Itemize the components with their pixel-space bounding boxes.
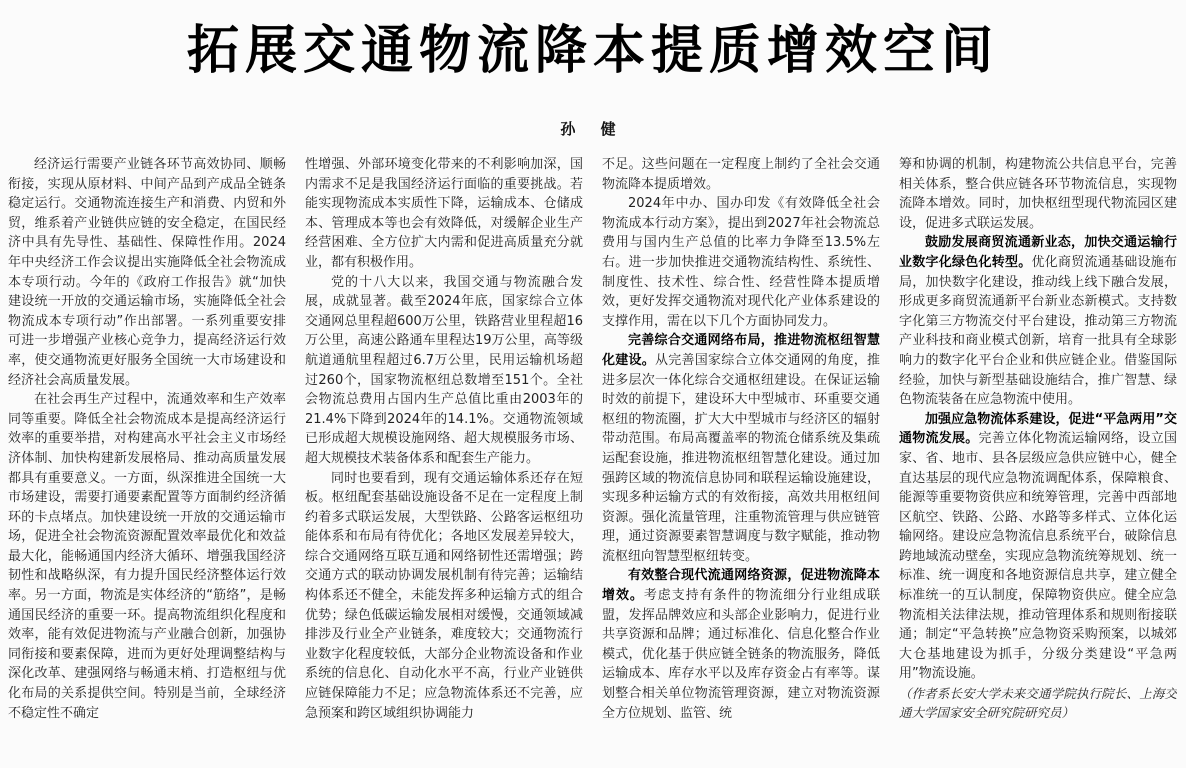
- section-lead: 加强应急物流体系建设，促进“平急两用”交通物流发展。: [899, 411, 1177, 447]
- paragraph-text: 优化商贸流通基础设施布局，加快数字化建设，推动线上线下融合发展，形成更多商贸流通新平台新业态新模式。支持数字化第三方物流交付平台建设，推动第三方物流产业科技和商业模式创新，培育一批具有全球影响力的数字化平台企业和供应链企业。借鉴国际经验，加快与新型基础设施结合，推广智慧、绿色物流装备在应急物流中使用。: [899, 254, 1177, 408]
- paragraph: [602, 566, 880, 723]
- paragraph-text: 在社会再生产过程中，流通效率和生产效率同等重要。降低全社会物流成本是提高经济运行效率的重要举措，对构建高水平社会主义市场经济体制、加快构建新发展格局、推动高质量发展都具有重要意义。一方面，纵深推进全国统一大市场建设，需要打通要素配置等方面制约经济循环的卡点堵点。加快建设统一开放的交通运输市场，促进全社会物流资源配置效率最优化和效益最大化，能畅通国内经济大循环、增强我国经济韧性和战略纵深，有力提升国民经济整体运行效率。另一方面，物流是实体经济的“筋络”，是畅通国民经济的重要一环。提高物流组织化程度和效率，能有效促进物流与产业融合创新，加强协同衔接和要素保障，进而为更好处理调整结构与深化改革、建强网络与畅通末梢、打造枢纽与优化布局的关系提供空间。特别是当前，全球经济不稳定性不确定: [8, 392, 286, 721]
- paragraph-continued: [899, 155, 1177, 233]
- section-lead: 有效整合现代流通网络资源，促进物流降本增效。: [602, 568, 880, 604]
- article-author: 孙 健: [560, 120, 626, 138]
- paragraph: [899, 233, 1177, 409]
- paragraph-text: 性增强、外部环境变化带来的不利影响加深，国内需求不足是我国经济运行面临的重要挑战。若能实现物流成本实质性下降，运输成本、仓储成本、管理成本等也会有效降低，对缓解企业生产经营困难、全方位扩大内需和促进高质量充分就业，都有积极作用。: [305, 157, 583, 270]
- paragraph-continued: [305, 155, 583, 273]
- paragraph-text: 考虑支持有条件的物流细分行业组成联盟，发挥品牌效应和头部企业影响力，促进行业共享资源和品牌；通过标准化、信息化整合作业模式，优化基于供应链全链条的物流服务，降低运输成本、库存水平以及库存资金占有率等。谋划整合相关单位物流管理资源，建立对物流资源全方位规划、监管、统: [602, 588, 880, 721]
- paragraph-text: 完善立体化物流运输网络，设立国家、省、地市、县各层级应急供应链中心，健全直达基层的现代应急物流调配体系，保障粮食、能源等重要物资供应和统筹管理，完善中西部地区航空、铁路、公路、水路等多样式、立体化运输网络。建设应急物流信息系统平台，破除信息跨地域流动壁垒，实现应急物流统筹规划、统一标准、统一调度和各地资源信息共享，建立健全标准统一的互认制度，保障物资供应。健全应急物流相关法律法规，推动管理体系和规则衔接联通；制定“平急转换”应急物资采购预案，以城郊大仓基地建设为抓手，分级分类建设“平急两用”物流设施。: [899, 431, 1177, 682]
- paragraph: [602, 331, 880, 566]
- paragraph: [305, 469, 583, 724]
- paragraph: [899, 410, 1177, 684]
- paragraph-text: 不足。这些问题在一定程度上制约了全社会交通物流降本提质增效。: [602, 157, 880, 192]
- paragraph: [305, 273, 583, 469]
- paragraph: [8, 155, 286, 390]
- paragraph-text: 党的十八大以来，我国交通与物流融合发展，成就显著。截至2024年底，国家综合立体交通网总里程超600万公里，铁路营业里程超16万公里，高速公路通车里程达19万公里，高等级航道通航里程超过6.7万公里，民用运输机场超过260个，国家物流枢纽总数增至151个。全社会物流总费用占国内生产总值比重由2003年的21.4%下降到2024年的14.1%。交通物流领域已形成超大规模设施网络、超大规模服务市场、超大规模技术装备体系和配套生产能力。: [305, 274, 583, 466]
- column-2: [305, 155, 583, 768]
- section-lead: 鼓励发展商贸流通新业态，加快交通运输行业数字化绿色化转型。: [899, 235, 1177, 270]
- author-affiliation: [899, 684, 1177, 722]
- paragraph-text: 从完善国家综合立体交通网的角度，推进多层次一体化综合交通枢纽建设。在保证运输时效的前提下，建设环大中型城市、环重要交通枢纽的物流圈，扩大大中型城市与经济区的辐射带动范围。布局高覆盖率的物流仓储系统及集疏运配套设施，推进物流枢纽智慧化建设。通过加强跨区域的物流信息协同和联程运输设施建设，实现多种运输方式的有效衔接，高效共用枢纽间资源。强化流量管理，注重物流管理与供应链管理，通过资源要素智慧调度与数字赋能，推动物流枢纽向智慧型枢纽转变。: [602, 352, 880, 564]
- paragraph-text: 经济运行需要产业链各环节高效协同、顺畅衔接，实现从原材料、中间产品到产成品全链条稳定运行。交通物流连接生产和消费、内贸和外贸，维系着产业链供应链的安全稳定，在国民经济中具有先导性、基础性、保障性作用。2024年中央经济工作会议提出实施降低全社会物流成本专项行动。今年的《政府工作报告》就“加快建设统一开放的交通运输市场，实施降低全社会物流成本专项行动”作出部署。一系列重要安排可进一步增强产业核心竞争力，提高经济运行效率，使交通物流更好服务全国统一大市场建设和经济社会高质量发展。: [8, 157, 286, 388]
- paragraph: [602, 194, 880, 331]
- section-lead: 完善综合交通网络布局，推进物流枢纽智慧化建设。: [602, 333, 880, 368]
- paragraph-text: （作者系长安大学未来交通学院执行院长、上海交通大学国家安全研究院研究员）: [899, 686, 1177, 721]
- column-3: [602, 155, 880, 768]
- paragraph-text: 筹和协调的机制，构建物流公共信息平台，完善相关体系，整合供应链各环节物流信息，实现物流降本增效。同时，加快枢纽型现代物流园区建设，促进多式联运发展。: [899, 157, 1177, 231]
- paragraph-text: 同时也要看到，现有交通运输体系还存在短板。枢纽配套基础设施设备不足在一定程度上制约着多式联运发展，大型铁路、公路客运枢纽功能体系和布局有待优化；各地区发展差异较大，综合交通网络互联互通和网络韧性还需增强；跨交通方式的联动协调发展机制有待完善；运输结构体系还不健全，未能发挥多种运输方式的组合优势；绿色低碳运输发展相对缓慢，交通领域减排涉及行业全产业链条，难度较大；交通物流行业数字化程度较低，大部分企业物流设备和作业系统的信息化、自动化水平不高，行业产业链供应链保障能力不足；应急物流体系还不完善，应急预案和跨区域组织协调能力: [305, 470, 583, 721]
- column-4: [899, 155, 1177, 768]
- paragraph: [8, 390, 286, 723]
- article-title: 拓展交通物流降本提质增效空间: [186, 21, 999, 81]
- article-body: [8, 155, 1180, 768]
- column-1: [8, 155, 286, 768]
- paragraph-continued: [602, 155, 880, 194]
- paragraph-text: 2024年中办、国办印发《有效降低全社会物流成本行动方案》，提出到2027年社会物流总费用与国内生产总值的比率力争降至13.5%左右。进一步加快推进交通物流结构性、系统性、制度性、技术性、综合性、经营性降本提质增效，更好发挥交通物流对现代化产业体系建设的支撑作用，需在以下几个方面协同发力。: [602, 196, 880, 329]
